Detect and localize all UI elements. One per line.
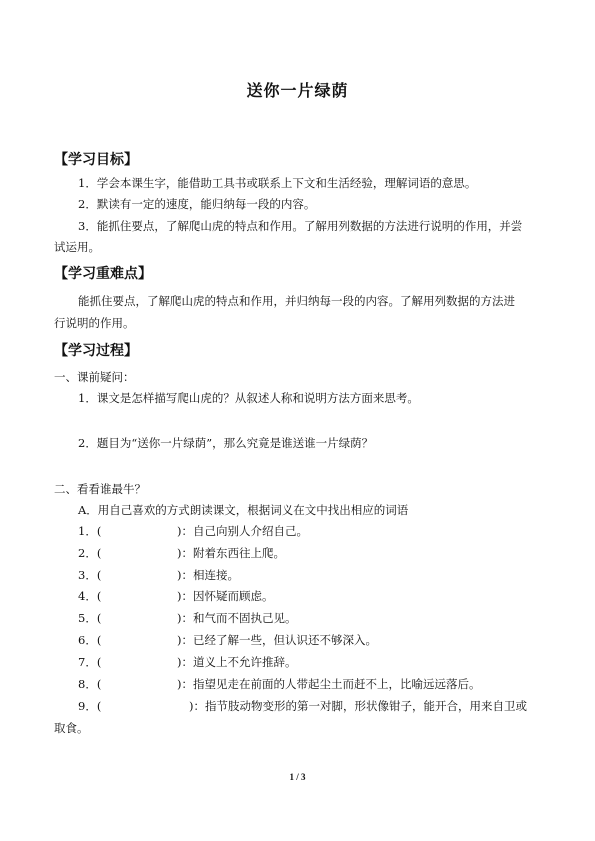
vocab-item-7-num: 7．( [78,655,102,669]
goal-item-3-cont: 试运用。 [54,240,100,254]
vocab-item-1-num: 1．( [78,524,102,538]
section-heading-key-points: 【学习重难点】 [54,266,152,282]
vocab-item-3-def: )：相连接。 [177,568,239,582]
part2-instruction: A．用自己喜欢的方式朗读课文，根据词义在文中找出相应的词语 [78,503,409,517]
vocab-item-9-cont: 取食。 [54,721,89,735]
goal-item-3: 3．能抓住要点，了解爬山虎的特点和作用。了解用列数据的方法进行说明的作用，并尝 [78,219,523,233]
goal-item-2: 2．默读有一定的速度，能归纳每一段的内容。 [78,197,316,211]
vocab-item-8-num: 8．( [78,677,102,691]
vocab-item-2-def: )：附着东西往上爬。 [177,546,285,560]
vocab-item-5-def: )：和气而不固执己见。 [177,611,297,625]
key-points-line-1: 能抓住要点，了解爬山虎的特点和作用，并归纳每一段的内容。了解用列数据的方法进 [78,294,515,308]
vocab-item-4-num: 4．( [78,589,102,603]
page-number: 1 / 3 [289,772,306,782]
question-1: 1．课文是怎样描写爬山虎的？从叙述人称和说明方法方面来思考。 [78,391,419,405]
section-heading-goals: 【学习目标】 [54,152,138,168]
vocab-item-9-num: 9．( [78,699,102,713]
vocab-item-6-def: )：已经了解一些，但认识还不够深入。 [177,633,377,647]
vocab-item-3-num: 3．( [78,568,102,582]
page-title: 送你一片绿荫 [246,81,349,100]
question-2: 2．题目为“送你一片绿荫”，那么究竟是谁送谁一片绿荫？ [78,436,374,450]
key-points-line-2: 行说明的作用。 [54,316,135,330]
vocab-item-8-def: )：指望见走在前面的人带起尘土而赶不上，比喻远远落后。 [177,677,481,691]
vocab-item-7-def: )：道义上不允许推辞。 [177,655,297,669]
section-heading-process: 【学习过程】 [54,343,138,359]
vocab-item-5-num: 5．( [78,611,102,625]
part1-heading: 一、课前疑问： [54,370,135,384]
vocab-item-2-num: 2．( [78,546,102,560]
goal-item-1: 1．学会本课生字，能借助工具书或联系上下文和生活经验，理解词语的意思。 [78,176,477,190]
vocab-item-9-def: )：指节肢动物变形的第一对脚，形状像钳子，能开合，用来自卫或 [189,699,527,713]
part2-heading: 二、看看谁最牛？ [54,482,146,496]
vocab-item-4-def: )：因怀疑而顾虑。 [177,589,274,603]
vocab-item-1-def: )：自己向别人介绍自己。 [177,524,308,538]
vocab-item-6-num: 6．( [78,633,102,647]
